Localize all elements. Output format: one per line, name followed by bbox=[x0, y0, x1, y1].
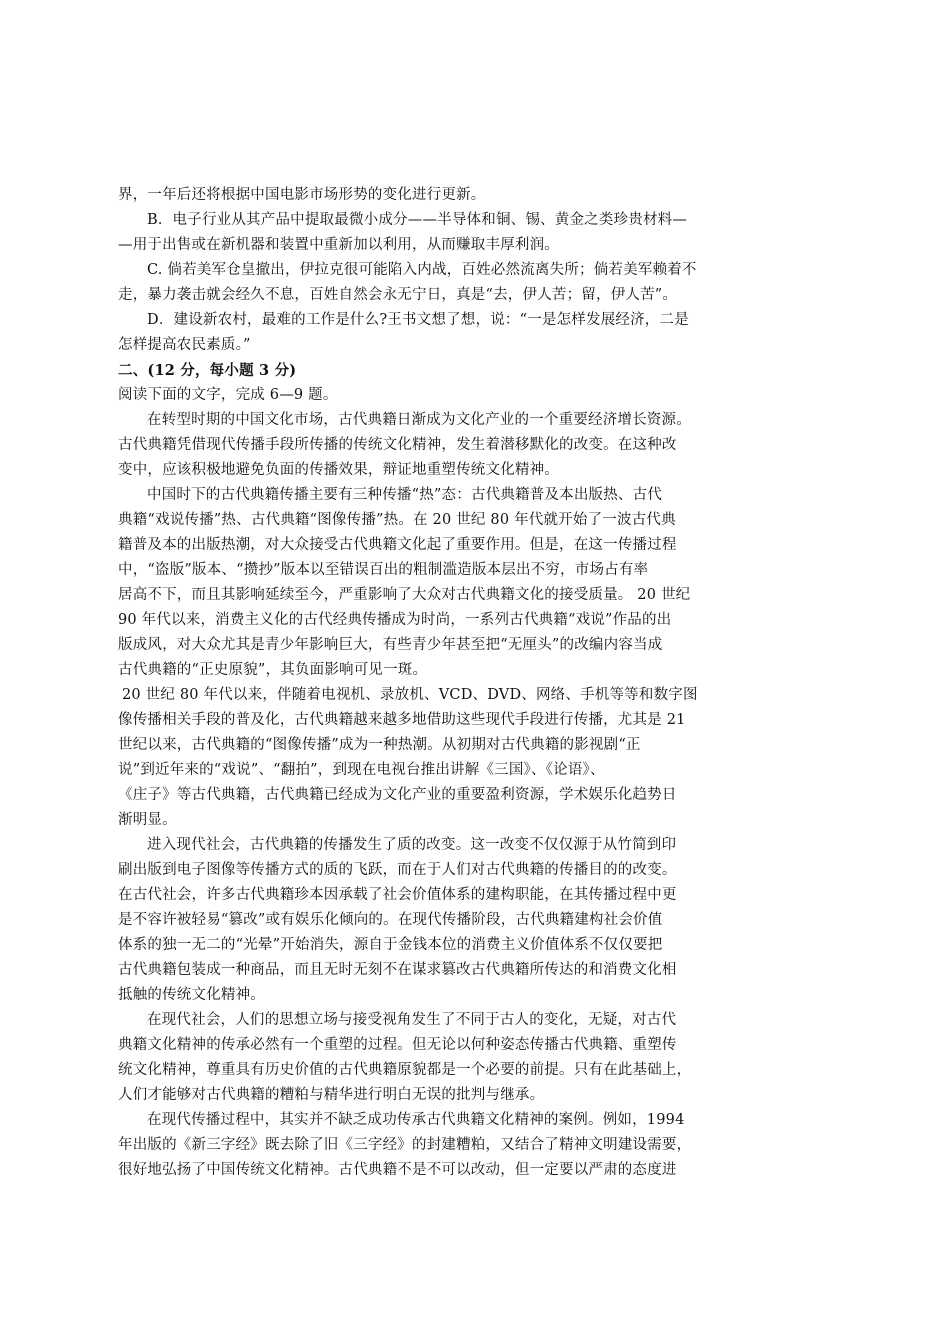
text-line: D．建设新农村，最难的工作是什么?王书文想了想，说：“一是怎样发展经济，二是 bbox=[147, 312, 689, 328]
text-line: 中国时下的古代典籍传播主要有三种传播“热”态：古代典籍普及本出版热、古代 bbox=[147, 487, 663, 503]
text-line: 在古代社会，许多古代典籍珍本因承载了社会价值体系的建构职能，在其传播过程中更 bbox=[118, 887, 677, 903]
text-line: 是不容许被轻易“篡改”或有娱乐化倾向的。在现代传播阶段，古代典籍建构社会价值 bbox=[118, 912, 663, 928]
text-line: 古代典籍包装成一种商品，而且无时无刻不在谋求篡改古代典籍所传达的和消费文化相 bbox=[118, 962, 677, 978]
text-line: 进入现代社会，古代典籍的传播发生了质的改变。这一改变不仅仅源于从竹简到印 bbox=[147, 837, 677, 853]
text-line: 世纪以来，古代典籍的“图像传播”成为一种热潮。从初期对古代典籍的影视剧“正 bbox=[118, 737, 641, 753]
text-line: 抵触的传统文化精神。 bbox=[118, 987, 265, 1003]
text-line: 变中，应该积极地避免负面的传播效果，辩证地重塑传统文化精神。 bbox=[118, 462, 559, 478]
text-line: 体系的独一无二的“光晕”开始消失，源自于金钱本位的消费主义价值体系不仅仅要把 bbox=[118, 937, 663, 953]
section-heading: 二、(12 分，每小题 3 分) bbox=[118, 362, 297, 379]
text-line: 阅读下面的文字，完成 6—9 题。 bbox=[118, 387, 338, 403]
text-line: 统文化精神，尊重具有历史价值的古代典籍原貌都是一个必要的前提。只有在此基础上， bbox=[118, 1062, 692, 1078]
text-line: 年出版的《新三字经》既去除了旧《三字经》的封建糟粕，又结合了精神文明建设需要， bbox=[118, 1137, 692, 1153]
document-page bbox=[118, 183, 778, 1183]
text-line: 《庄子》等古代典籍，古代典籍已经成为文化产业的重要盈利资源，学术娱乐化趋势日 bbox=[118, 787, 677, 803]
text-line: 很好地弘扬了中国传统文化精神。古代典籍不是不可以改动，但一定要以严肃的态度进 bbox=[118, 1162, 677, 1178]
text-line: 像传播相关手段的普及化，古代典籍越来越多地借助这些现代手段进行传播，尤其是 21 bbox=[118, 712, 686, 728]
text-line: 说”到近年来的“戏说”、“翻拍”，到现在电视台推出讲解《三国》、《论语》、 bbox=[118, 762, 605, 778]
text-line: 在现代传播过程中，其实并不缺乏成功传承古代典籍文化精神的案例。例如，1994 bbox=[147, 1112, 685, 1128]
text-line: —用于出售或在新机器和装置中重新加以利用，从而赚取丰厚利润。 bbox=[118, 237, 559, 253]
text-line: 古代典籍凭借现代传播手段所传播的传统文化精神，发生着潜移默化的改变。在这种改 bbox=[118, 437, 677, 453]
text-line: 在转型时期的中国文化市场，古代典籍日渐成为文化产业的一个重要经济增长资源。 bbox=[147, 412, 691, 428]
text-line: 在现代社会，人们的思想立场与接受视角发生了不同于古人的变化，无疑，对古代 bbox=[147, 1012, 677, 1028]
text-line: 怎样提高农民素质。” bbox=[118, 337, 251, 353]
text-line: B．电子行业从其产品中提取最微小成分——半导体和铜、锡、黄金之类珍贵材料— bbox=[147, 212, 688, 228]
text-line: 籍普及本的出版热潮，对大众接受古代典籍文化起了重要作用。但是，在这一传播过程 bbox=[118, 537, 677, 553]
text-line: 刷出版到电子图像等传播方式的质的飞跃，而在于人们对古代典籍的传播目的的改变。 bbox=[118, 862, 677, 878]
text-line: 典籍文化精神的传承必然有一个重塑的过程。但无论以何种姿态传播古代典籍、重塑传 bbox=[118, 1037, 677, 1053]
text-line: 中，“盗版”版本、“攒抄”版本以至错误百出的粗制滥造版本层出不穷，市场占有率 bbox=[118, 562, 649, 578]
text-line: 典籍“戏说传播”热、古代典籍“图像传播”热。在 20 世纪 80 年代就开始了一波古代典 bbox=[118, 512, 676, 528]
text-line: 人们才能够对古代典籍的糟粕与精华进行明白无误的批判与继承。 bbox=[118, 1087, 545, 1103]
text-line: 20 世纪 80 年代以来，伴随着电视机、录放机、VCD、DVD、网络、手机等等和数字图 bbox=[122, 687, 698, 703]
text-line: C. 倘若美军仓皇撤出，伊拉克很可能陷入内战，百姓必然流离失所；倘若美军赖着不 bbox=[147, 262, 697, 278]
text-line: 走，暴力袭击就会经久不息，百姓自然会永无宁日，真是“去，伊人苦；留，伊人苦”。 bbox=[118, 287, 678, 303]
text-line: 界，一年后还将根据中国电影市场形势的变化进行更新。 bbox=[118, 187, 486, 203]
text-line: 渐明显。 bbox=[118, 812, 177, 828]
text-line: 居高不下，而且其影响延续至今，严重影响了大众对古代典籍文化的接受质量。 20 世纪 bbox=[118, 587, 691, 603]
text-line: 古代典籍的“正史原貌”，其负面影响可见一斑。 bbox=[118, 662, 428, 678]
text-line: 版成风，对大众尤其是青少年影响巨大，有些青少年甚至把“无厘头”的改编内容当成 bbox=[118, 637, 663, 653]
text-line: 90 年代以来，消费主义化的古代经典传播成为时尚，一系列古代典籍“戏说”作品的出 bbox=[118, 612, 672, 628]
